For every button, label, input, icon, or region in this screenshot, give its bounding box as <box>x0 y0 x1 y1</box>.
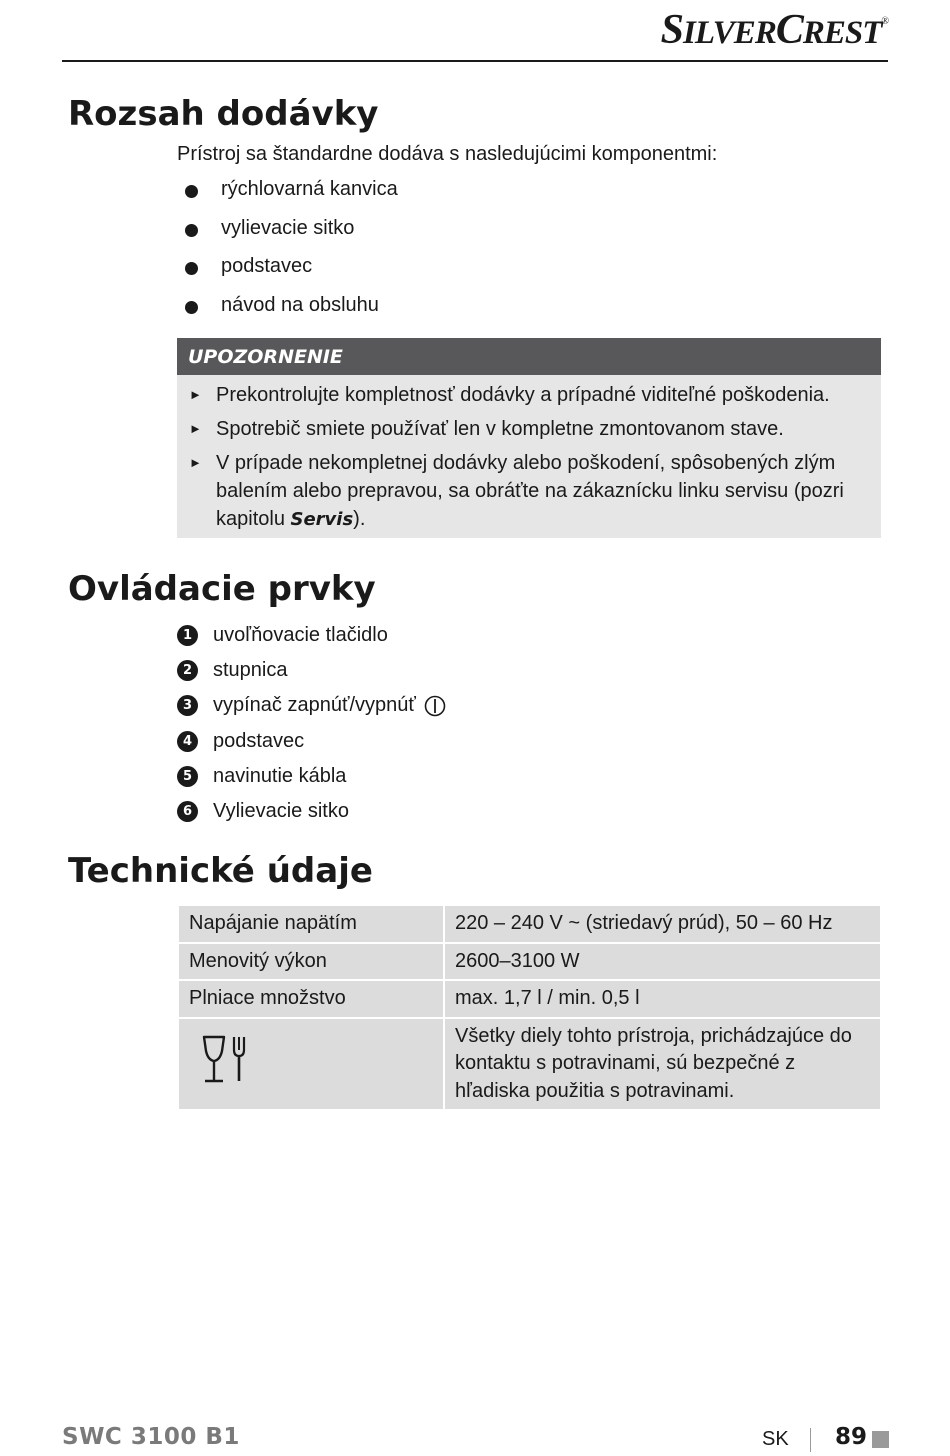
header-rule <box>62 60 888 62</box>
table-value: 220 – 240 V ~ (striedavý prúd), 50 – 60 Hz <box>445 906 880 942</box>
table-value: max. 1,7 l / min. 0,5 l <box>445 981 880 1017</box>
list-item: 5 navinutie kábla <box>177 759 446 794</box>
number-badge: 2 <box>177 660 198 681</box>
table-value: Všetky diely tohto prístroja, prichádzajúce do kontaktu s potravinami, sú bezpečné z hľadiska použitia s potravinami. <box>445 1019 880 1110</box>
servis-reference: Servis <box>290 509 354 530</box>
list-item: návod na obsluhu <box>177 294 398 333</box>
notice-box <box>177 338 881 538</box>
table-row <box>179 944 880 980</box>
table-key <box>179 1019 443 1110</box>
list-item: 3 vypínač zapnúť/vypnúť <box>177 688 446 723</box>
page-marker-square <box>872 1431 889 1448</box>
table-row <box>179 981 880 1017</box>
bullet-icon <box>185 224 198 237</box>
arrow-right-icon: ► <box>189 421 202 436</box>
list-item: rýchlovarná kanvica <box>177 178 398 217</box>
bullet-icon <box>185 185 198 198</box>
controls-heading: Ovládacie prvky <box>68 569 376 609</box>
glass-fork-icon <box>201 1034 249 1086</box>
list-item: 6 Vylievacie sitko <box>177 794 446 829</box>
footer-language: SK <box>762 1428 789 1450</box>
table-key: Napájanie napätím <box>179 906 443 942</box>
notice-item: ► V prípade nekompletnej dodávky alebo poškodení, spôsobených zlým balením alebo prepravou, sa obráťte na zákaznícku linku servisu (pozri kapitolu Servis). <box>189 449 881 534</box>
notice-item: ► Prekontrolujte kompletnosť dodávky a prípadné viditeľné poškodenia. <box>189 381 881 409</box>
list-item: 1 uvoľňovacie tlačidlo <box>177 618 446 653</box>
delivery-intro: Prístroj sa štandardne dodáva s nasledujúcimi komponentmi: <box>177 143 718 165</box>
notice-title: UPOZORNENIE <box>177 338 881 375</box>
footer-divider <box>810 1428 811 1452</box>
number-badge: 3 <box>177 695 198 716</box>
list-item: vylievacie sitko <box>177 217 398 256</box>
bullet-icon <box>185 262 198 275</box>
delivery-heading: Rozsah dodávky <box>68 94 379 134</box>
page-number: 89 <box>835 1424 868 1450</box>
delivery-list <box>177 178 398 332</box>
number-badge: 1 <box>177 625 198 646</box>
list-item: 2 stupnica <box>177 653 446 688</box>
power-icon <box>424 695 446 717</box>
tech-table <box>177 904 882 1111</box>
table-row <box>179 906 880 942</box>
bullet-icon <box>185 301 198 314</box>
arrow-right-icon: ► <box>189 387 202 402</box>
table-row <box>179 1019 880 1110</box>
table-value: 2600–3100 W <box>445 944 880 980</box>
footer-model: SWC 3100 B1 <box>62 1424 240 1450</box>
table-key: Plniace množstvo <box>179 981 443 1017</box>
list-item: 4 podstavec <box>177 724 446 759</box>
controls-list <box>177 618 446 829</box>
table-key: Menovitý výkon <box>179 944 443 980</box>
number-badge: 6 <box>177 801 198 822</box>
number-badge: 4 <box>177 731 198 752</box>
tech-heading: Technické údaje <box>68 851 373 891</box>
brand-logo: SILVERCREST® <box>660 7 888 53</box>
number-badge: 5 <box>177 766 198 787</box>
list-item: podstavec <box>177 255 398 294</box>
notice-item: ► Spotrebič smiete používať len v kompletne zmontovanom stave. <box>189 415 881 443</box>
arrow-right-icon: ► <box>189 455 202 470</box>
